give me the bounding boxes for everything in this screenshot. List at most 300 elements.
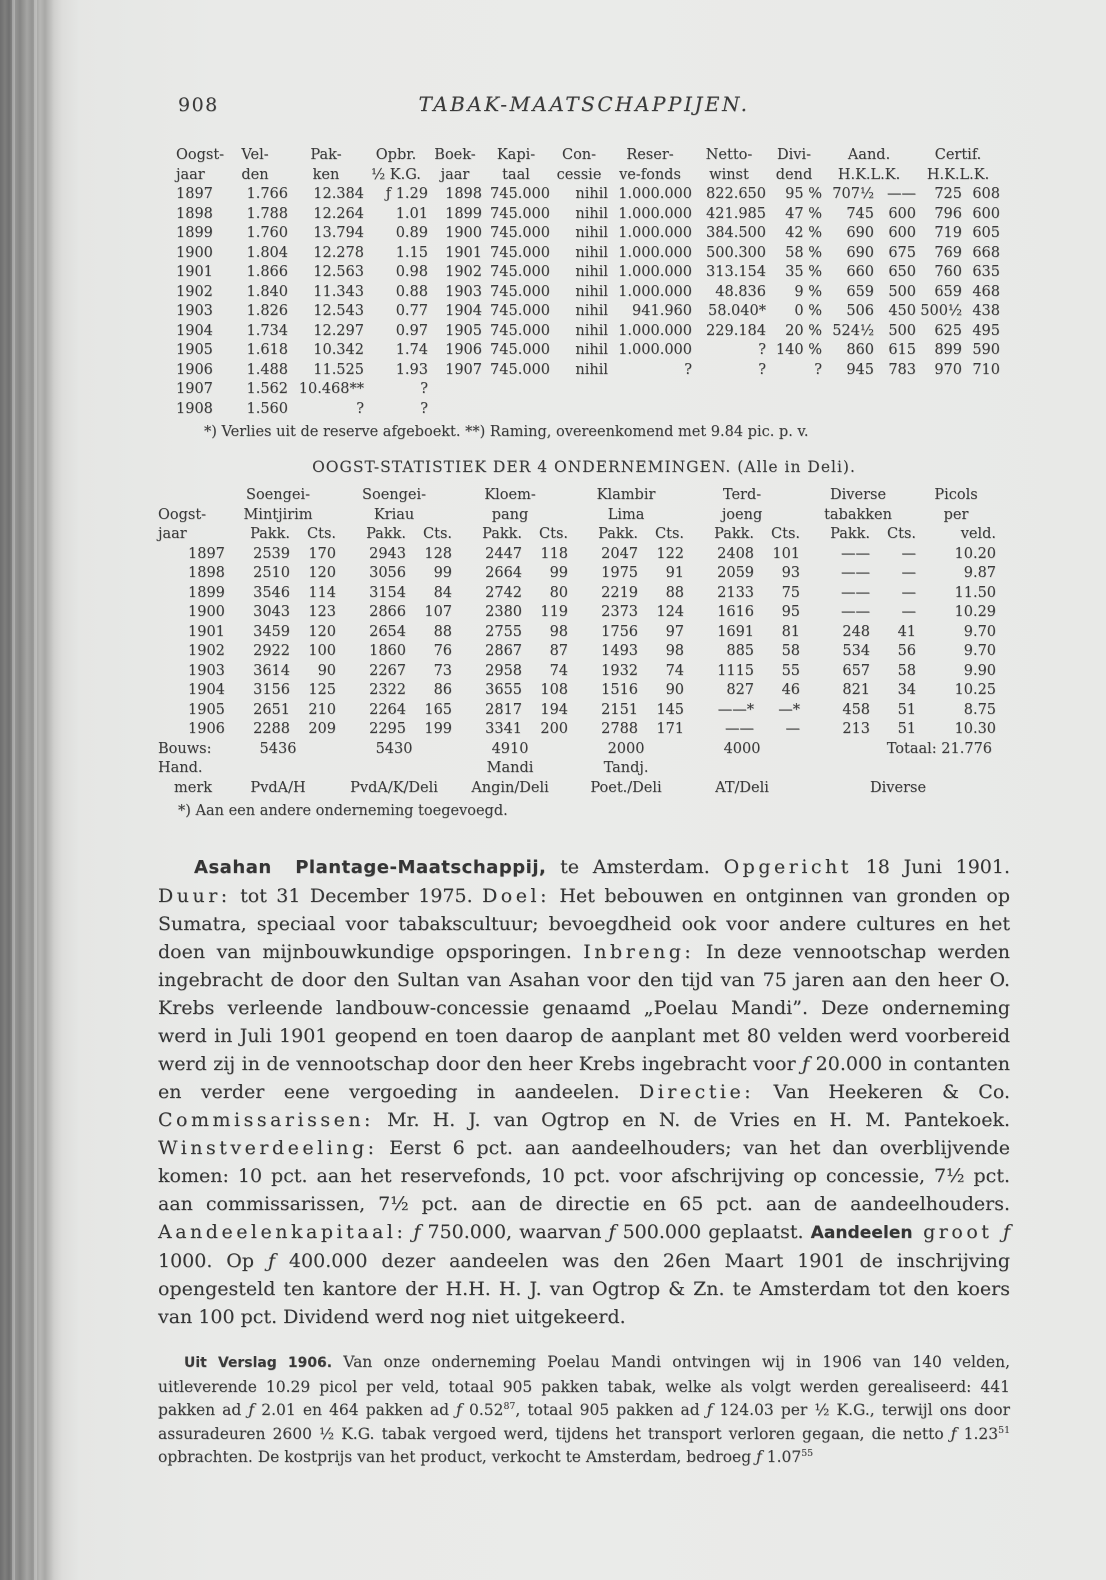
column-header: Divi- — [777, 147, 811, 163]
table-cell: 12.278 — [313, 244, 364, 261]
column-header: Pakk. — [830, 526, 871, 542]
table-cell: 8.75 — [963, 701, 997, 718]
table-cell: 120 — [308, 565, 337, 581]
table-cell: nihil — [575, 205, 608, 222]
table-cell: ? — [758, 361, 766, 378]
table-cell: 2510 — [253, 565, 290, 581]
table-cell: 769 — [934, 244, 963, 261]
table-cell — [550, 400, 608, 420]
table-cell: 1906 — [176, 361, 213, 378]
text-segment: ƒ — [608, 1221, 616, 1243]
text-segment: Inbreng: — [583, 941, 695, 963]
table-cell: 1616 — [717, 604, 755, 620]
table-cell: 2047 — [601, 545, 639, 562]
column-header: den — [241, 166, 269, 183]
table-cell: —* — [778, 701, 801, 718]
table-cell — [822, 380, 874, 400]
table-cell: 2654 — [369, 623, 407, 640]
table-cell: 657 — [842, 662, 871, 679]
text-segment: 55 — [801, 1447, 814, 1459]
text-segment: ƒ — [248, 1401, 255, 1419]
table-cell: 660 — [846, 264, 874, 280]
table-cell — [916, 400, 962, 420]
table-cell: 745.000 — [490, 264, 550, 280]
table-cell: 745.000 — [490, 244, 550, 261]
table-cell: nihil — [575, 225, 608, 241]
handelsmerk-row — [158, 759, 996, 779]
column-header: Cts. — [655, 526, 685, 542]
table-cell: 796 — [934, 205, 963, 222]
column-header: Cts. — [887, 526, 917, 542]
bouws-row — [158, 740, 996, 760]
table-cell: ——* — [717, 701, 755, 718]
column-header: Terd- — [722, 487, 762, 503]
table-cell: 468 — [972, 283, 1001, 300]
column-header: Certif. — [934, 147, 982, 163]
text-segment: ƒ — [456, 1401, 462, 1419]
binding-gutter-shadow — [0, 0, 80, 1580]
text-segment: ƒ — [1002, 1221, 1010, 1243]
table-cell: 1.618 — [246, 342, 288, 358]
table-cell: 1902 — [188, 643, 225, 659]
column-header: jaar — [440, 166, 470, 183]
table-cell: 458 — [842, 701, 871, 718]
table-cell: ƒ 1.29 — [385, 186, 428, 202]
table-row — [176, 400, 1000, 420]
text-segment: opbrachten. De kostprijs van het product, verkocht te Amsterdam, bedroeg — [158, 1448, 757, 1466]
column-header: Boek- — [434, 147, 476, 163]
column-header: tabakken — [824, 506, 892, 523]
table-cell — [766, 380, 822, 400]
table-cell: 625 — [934, 322, 963, 339]
table-cell: 140 % — [775, 342, 822, 358]
table-cell: 1.93 — [395, 361, 428, 378]
column-header: Kapi- — [496, 147, 536, 163]
table-row — [176, 224, 1000, 244]
table-cell: 97 — [665, 623, 685, 640]
table-cell: 1905 — [188, 701, 225, 718]
annual-report-paragraph — [158, 1351, 1010, 1470]
column-header: Pakk. — [482, 526, 523, 542]
table-cell: —— — [841, 565, 871, 581]
column-header: Cts. — [771, 526, 801, 542]
table-cell: 41 — [897, 623, 917, 640]
table-cell: 171 — [656, 721, 685, 737]
table-cell: 3043 — [253, 604, 290, 620]
table-header-row — [176, 146, 1000, 166]
column-header: Pakk. — [714, 526, 755, 542]
column-header: jaar — [176, 166, 205, 183]
text-segment: Directie: — [639, 1081, 755, 1103]
running-head — [158, 92, 1010, 126]
table-cell: 600 — [888, 205, 917, 222]
column-header: Pakk. — [366, 526, 407, 542]
table-cell: 2267 — [369, 662, 407, 679]
table-cell: 1899 — [445, 205, 482, 222]
table-row — [176, 263, 1000, 283]
table-cell: 76 — [433, 643, 453, 659]
table-cell: 2288 — [253, 721, 290, 737]
table-cell: 1899 — [176, 225, 213, 241]
table-cell: 90 — [317, 662, 337, 679]
table-cell: Tandj. — [603, 760, 649, 776]
table-cell: Poet./Deli — [590, 779, 662, 796]
table-cell: 84 — [433, 584, 453, 601]
table-cell: 1905 — [445, 322, 482, 339]
text-segment: ƒ — [706, 1401, 713, 1419]
table-cell: 55 — [781, 662, 801, 679]
table-row — [176, 361, 1000, 381]
text-segment: 500.000 geplaatst. — [615, 1221, 811, 1243]
binding-streak — [34, 0, 37, 1580]
table-cell: 2958 — [485, 662, 523, 679]
company-description-paragraph — [158, 853, 1010, 1331]
table-cell: — — [901, 565, 917, 581]
table-cell: 500½ — [920, 303, 963, 319]
table-cell: 3546 — [253, 584, 290, 601]
table-cell: 1.000.000 — [618, 205, 692, 222]
table-cell: 745.000 — [490, 322, 550, 339]
text-segment: ƒ — [267, 1250, 276, 1272]
table-cell: 2943 — [369, 545, 407, 562]
table-cell: 34 — [897, 682, 917, 698]
page-content — [158, 92, 1010, 1485]
text-segment: Asahan Plantage-Maatschappij, — [194, 857, 547, 878]
table-cell: 213 — [842, 721, 871, 737]
handelsmerk-row — [158, 779, 996, 799]
table-cell: 1.000.000 — [618, 244, 692, 261]
table-cell: 101 — [772, 545, 801, 562]
table-cell: 1906 — [445, 342, 482, 358]
table-cell: 120 — [308, 623, 337, 640]
text-segment: 400.000 dezer aandeelen was den 26en Maart 1901 de inschrijving opengesteld ten kantore der H.H. H. J. van Ogtrop & Zn. te Amsterdam tot den koers van 100 pct. Dividend werd nog niet uitgekeerd. — [158, 1250, 1010, 1328]
table-cell: 650 — [888, 264, 917, 280]
table-cell: 885 — [726, 643, 755, 659]
table-cell: ? — [420, 400, 428, 417]
spacer-cell — [220, 759, 336, 779]
column-header: cessie — [556, 166, 602, 183]
table-row — [158, 720, 996, 740]
table-cell: 1115 — [717, 662, 755, 679]
table-cell: 2408 — [717, 545, 755, 562]
table-cell: 1.804 — [246, 244, 288, 261]
table-cell: 2867 — [485, 643, 523, 659]
table2-footnote: *) Aan een andere onderneming toegevoegd. — [178, 803, 508, 819]
table-cell — [962, 380, 1000, 400]
table-cell: 506 — [846, 303, 874, 319]
table-cell: 605 — [972, 225, 1001, 241]
table-cell: 87 — [549, 643, 569, 659]
table-cell: 1898 — [188, 565, 225, 581]
table-row — [158, 584, 996, 604]
table-row — [158, 564, 996, 584]
text-segment: ƒ — [413, 1221, 421, 1243]
table-cell: 10.20 — [954, 545, 997, 562]
table-cell: 2133 — [717, 584, 755, 601]
table-cell — [608, 380, 692, 400]
table-cell: 590 — [972, 342, 1001, 358]
harvest-statistics-table — [158, 486, 996, 798]
table-cell: 1902 — [445, 264, 482, 280]
table-cell: Mandi — [486, 760, 534, 776]
table-cell: 719 — [934, 225, 963, 241]
table-cell: 450 — [888, 303, 917, 319]
table-row — [176, 185, 1000, 205]
table-cell: 93 — [781, 565, 801, 581]
table-cell: 119 — [540, 604, 569, 620]
table-cell: 1903 — [176, 303, 213, 319]
table-cell: 9.90 — [963, 662, 997, 679]
table-cell: 1907 — [176, 381, 213, 397]
column-header: ve-fonds — [619, 166, 681, 183]
table-cell: 745.000 — [490, 225, 550, 241]
table-cell: 2295 — [369, 721, 407, 737]
table-cell: 10.342 — [313, 342, 364, 358]
table-cell: 118 — [540, 545, 569, 562]
text-segment: 87 — [503, 1400, 516, 1412]
table-cell — [692, 400, 766, 420]
table-cell: 99 — [433, 565, 453, 581]
table-cell — [692, 380, 766, 400]
column-header: per — [943, 506, 969, 523]
table-cell — [608, 400, 692, 420]
table-cell — [874, 400, 916, 420]
table-cell: 1904 — [445, 303, 482, 319]
table-cell: 3614 — [253, 662, 290, 679]
table-cell: 827 — [726, 682, 755, 698]
table-cell: 745.000 — [490, 361, 550, 378]
table-cell: 1900 — [176, 244, 213, 261]
table-cell: ? — [684, 361, 692, 378]
table-cell: 1.788 — [246, 205, 288, 222]
table-cell: 2817 — [485, 701, 523, 718]
text-segment: 1.07 — [761, 1448, 802, 1466]
table-cell: — — [901, 545, 917, 562]
table-cell: AT/Deli — [715, 779, 769, 796]
harvest-table-title: OOGST-STATISTIEK DER 4 ONDERNEMINGEN. (Alle in Deli). — [312, 458, 856, 476]
table-cell: 1975 — [601, 565, 639, 581]
table-cell: 2755 — [485, 623, 523, 640]
table-cell: nihil — [575, 186, 608, 202]
table-cell: 1901 — [445, 244, 482, 261]
table-cell: 745.000 — [490, 303, 550, 319]
table-cell: 668 — [972, 244, 1001, 261]
table-cell: 1903 — [445, 283, 482, 300]
text-segment: 18 Juni 1901. — [851, 856, 1010, 878]
table-cell: 1493 — [601, 643, 639, 659]
text-segment: ƒ — [756, 1448, 762, 1466]
table-cell: 4000 — [723, 740, 761, 757]
table-cell: 1901 — [188, 623, 225, 640]
column-header: H.K.L.K. — [837, 166, 901, 183]
table-cell — [874, 380, 916, 400]
table-cell: 9.70 — [963, 643, 997, 659]
text-segment: Van Heekeren & Co. — [754, 1081, 1010, 1103]
binding-streak — [12, 0, 15, 1580]
table-cell: 10.25 — [954, 682, 997, 698]
column-header: Pak- — [310, 147, 342, 163]
table-cell: 88 — [433, 623, 453, 640]
table-cell: 675 — [888, 244, 917, 261]
table-cell: —— — [841, 604, 871, 620]
table-cell: 1897 — [176, 186, 213, 202]
table-cell: 170 — [308, 545, 337, 562]
table-cell: Angin/Deli — [471, 779, 549, 796]
table-cell: 1905 — [176, 342, 213, 358]
table-row — [158, 681, 996, 701]
column-header: pang — [491, 506, 529, 523]
table-cell: 860 — [846, 342, 874, 358]
total-cell: Totaal: 21.776 — [886, 740, 993, 757]
table-cell: nihil — [575, 264, 608, 280]
table-cell: 745.000 — [490, 205, 550, 222]
table-cell: 51 — [897, 701, 917, 718]
table-cell: 760 — [934, 264, 963, 280]
table-cell: 941.960 — [632, 303, 692, 319]
text-segment: Mr. H. J. van Ogtrop en N. de Vries en H. M. Pantekoek. — [373, 1109, 1010, 1131]
table-cell: 615 — [888, 342, 917, 358]
table-cell: 200 — [540, 721, 569, 737]
spacer-cell — [684, 759, 800, 779]
column-header: Opbr. — [375, 147, 417, 163]
table-cell: 210 — [308, 701, 337, 718]
column-header: Cts. — [307, 526, 337, 542]
table-cell: 3154 — [369, 584, 407, 601]
table-cell: 9.87 — [963, 565, 997, 581]
text-segment: 51 — [998, 1424, 1010, 1436]
table-cell: 12.543 — [313, 303, 364, 319]
table-cell: 11.343 — [313, 283, 364, 300]
table-cell: 2447 — [485, 545, 523, 562]
table-cell: 145 — [656, 701, 685, 718]
text-segment: ƒ — [802, 1053, 810, 1075]
table-cell: 2000 — [607, 740, 645, 757]
column-header: ½ K.G. — [371, 166, 421, 183]
table-cell: 3341 — [485, 721, 523, 737]
table-cell: nihil — [575, 361, 608, 378]
table-cell — [428, 380, 482, 400]
table-cell: 313.154 — [706, 264, 766, 280]
table-cell: 114 — [308, 584, 337, 601]
table-cell: 0.97 — [395, 322, 428, 339]
column-header: Aand. — [847, 147, 891, 163]
table-cell: 42 % — [785, 225, 822, 241]
table-row — [158, 603, 996, 623]
table-cell: 0.89 — [395, 225, 428, 241]
table-cell: 10.30 — [954, 721, 997, 737]
table-cell: 0.77 — [395, 303, 428, 319]
table-cell: 12.563 — [313, 264, 364, 280]
table-cell — [482, 380, 550, 400]
table-cell: 58 — [781, 643, 801, 659]
column-header — [158, 486, 220, 506]
column-header: Lima — [607, 506, 645, 523]
text-segment: Uit Verslag 1906. — [184, 1355, 333, 1371]
table-cell: 3655 — [485, 682, 523, 698]
text-segment: 20.000 in contanten en verder eene vergoeding in aandeelen. — [158, 1053, 1011, 1103]
table-cell: 47 % — [785, 205, 822, 222]
column-header: Cts. — [423, 526, 453, 542]
table-cell: 199 — [424, 721, 453, 737]
table-cell: 123 — [308, 604, 337, 620]
table-cell: 124 — [656, 604, 685, 620]
column-header: Cts. — [539, 526, 569, 542]
table-cell: 1902 — [176, 283, 213, 300]
table-cell: 2380 — [485, 604, 523, 620]
table-cell: 1.760 — [246, 225, 288, 241]
text-segment: 1.23 — [956, 1424, 999, 1443]
column-header: ken — [312, 166, 340, 183]
table-cell: 1903 — [188, 662, 225, 679]
text-segment: , totaal 905 pakken ad — [515, 1401, 707, 1419]
table-header-row — [158, 506, 996, 526]
table-cell: 438 — [972, 303, 1001, 319]
table-cell: 1.000.000 — [618, 322, 692, 339]
table-cell: 2922 — [253, 643, 290, 659]
table-cell: —— — [725, 721, 755, 737]
text-segment: Doel: — [482, 885, 550, 907]
table-cell: 74 — [549, 662, 569, 679]
table-row — [158, 662, 996, 682]
table-cell: 35 % — [785, 264, 822, 280]
row-label: Hand. — [158, 760, 203, 776]
table-cell: 945 — [846, 361, 874, 378]
column-header: H.K.L.K. — [926, 166, 990, 183]
table-cell: 3056 — [369, 565, 407, 581]
table-cell: 58 % — [785, 244, 822, 261]
table-cell: 1.74 — [395, 342, 428, 358]
table-cell: 11.525 — [313, 361, 364, 378]
table-cell: 1756 — [601, 623, 639, 640]
table-cell: 209 — [308, 721, 337, 737]
column-header: Picols — [934, 487, 978, 503]
column-header: Klambir — [596, 487, 656, 503]
column-header: Oogst- — [158, 506, 207, 523]
column-header: joeng — [721, 506, 763, 523]
table-cell: 1.560 — [246, 400, 288, 417]
column-header: Mintjirim — [243, 506, 313, 523]
table-cell: 1.866 — [246, 264, 288, 280]
table-row — [176, 322, 1000, 342]
table-cell: — — [901, 604, 917, 620]
table-cell: Diverse — [870, 779, 927, 796]
column-header: winst — [709, 166, 749, 183]
column-header: Diverse — [830, 487, 887, 503]
column-header: Pakk. — [598, 526, 639, 542]
table-cell: 248 — [842, 623, 871, 640]
spacer-cell — [336, 759, 452, 779]
table-cell: 12.297 — [313, 322, 364, 339]
table-cell: 128 — [424, 545, 453, 562]
table-cell — [822, 400, 874, 420]
table-cell: 0.98 — [395, 264, 428, 280]
table-row — [176, 302, 1000, 322]
text-segment: Het bebouwen en ontginnen van gronden op Sumatra, speciaal voor tabakscultuur; bevoegdheid ook voor andere cultures en het doen van mijnbouwkundige opsporingen. — [158, 885, 1010, 963]
table-cell: 10.468** — [298, 381, 364, 397]
table-cell: 1.000.000 — [618, 264, 692, 280]
table-cell: 600 — [888, 225, 917, 241]
table-cell: 73 — [433, 662, 453, 679]
column-header: dend — [775, 166, 813, 183]
table-cell: 3459 — [253, 623, 290, 640]
text-segment: Duur: — [158, 885, 231, 907]
table-cell: nihil — [575, 303, 608, 319]
table-cell: 690 — [846, 225, 874, 241]
table-cell: 5436 — [259, 740, 297, 757]
table-cell: 1900 — [445, 225, 482, 241]
table-cell: 1.488 — [246, 361, 288, 378]
table-cell: 659 — [934, 283, 963, 300]
